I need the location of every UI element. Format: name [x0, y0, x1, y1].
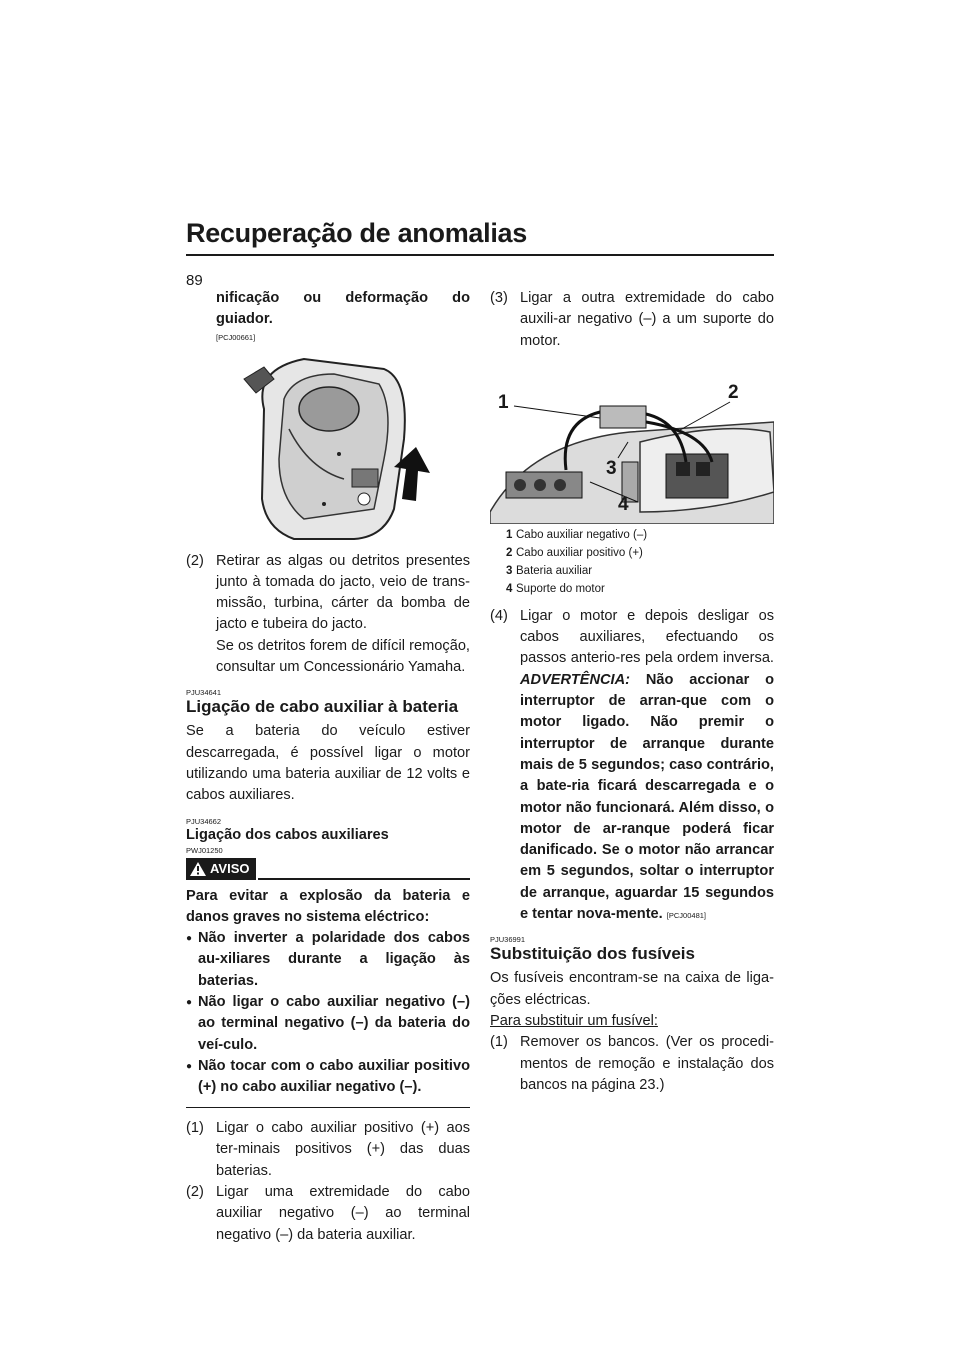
advertencia-text: Não accionar o interruptor de arran-que com o motor ligado. Não premir o interruptor de arranque durante mais de 5 segundos; caso contrário, a bate-ria ficará descarregada e o motor não funcionará. Além disso, o motor de ar-ranque poderá ficar danificado. Se o motor não arrancar em 5 segundos, soltar o interruptor de arranque, aguardar 15 segundos e tentar nova-mente. — [520, 671, 774, 923]
page-header-title: Recuperação de anomalias — [186, 218, 527, 248]
section-paragraph: Os fusíveis encontram-se na caixa de liga-ções eléctricas. — [490, 970, 774, 1008]
step-number: (2) — [186, 1183, 204, 1200]
step-2-clean — [186, 551, 470, 636]
figure-legend — [506, 526, 774, 598]
bullet-dot: ● — [186, 997, 193, 1009]
step-4-start-engine — [490, 606, 774, 925]
aviso-bullet — [186, 1056, 470, 1099]
aviso-end-rule — [186, 1107, 470, 1109]
subsection-code: PJU34662 — [186, 816, 222, 826]
legend-item: 4 Suporte do motor — [506, 582, 605, 595]
ref-code: [PCJ00661] — [216, 332, 256, 342]
step-text: Ligar o motor e depois desligar os cabos auxiliares, efectuando os passos anterio-res pela ordem inversa. ADVERTÊNCIA: Não accionar o interruptor de arran-que com o motor ligado. Não premir o interruptor de arranque durante mais de 5 segundos; caso contrário, a bate-ria ficará descarregada e o motor não funcionará. Além disso, o motor de ar-ranque poderá ficar danificado. Se o motor não arrancar em 5 segundos, soltar o interruptor de arranque, aguardar 15 segundos e tentar nova-mente. [PCJ00481] — [520, 607, 774, 923]
step-number: (3) — [490, 290, 508, 306]
section-code: PJU36991 — [490, 935, 526, 945]
section-title-jump-start: Ligação de cabo auxiliar à bateria — [186, 697, 459, 717]
step-number: (1) — [490, 1034, 508, 1051]
aviso-bullet — [186, 928, 470, 992]
step-3-engine-mount — [490, 288, 774, 352]
step-text: Remover os bancos. (Ver os procedi-mentos de remoção e instalação dos bancos na página 23.) — [520, 1034, 774, 1093]
warning-triangle-icon — [190, 862, 206, 876]
advertencia-label: ADVERTÊNCIA: — [520, 671, 631, 688]
aviso-body — [186, 886, 470, 1099]
bullet-dot: ● — [186, 933, 193, 945]
section-title-fuses: Substituição dos fusíveis — [490, 944, 695, 964]
step-text: Ligar a outra extremidade do cabo auxili-ar negativo (–) a um suporte do motor. — [520, 290, 774, 349]
step-1-positive — [186, 1118, 470, 1182]
aviso-bullet — [186, 992, 470, 1056]
jet-intake-illustration — [234, 349, 434, 541]
jump-cable-figure — [490, 362, 774, 524]
step-number: (2) — [186, 552, 204, 569]
step-number: (4) — [490, 607, 508, 624]
step-text: Retirar as algas ou detritos presentes junto à tomada do jacto, veio de trans-missão, turbina, cárter da bomba de jacto e tubeira do jacto. — [216, 552, 470, 633]
step-2-extra-text: Se os detritos forem de difícil remoção, consultar um Concessionário Yamaha. — [216, 637, 470, 676]
right-column — [490, 288, 774, 1096]
section-paragraph: Se a bateria do veículo estiver descarregada, é possível ligar o motor utilizando uma bateria auxiliar de 12 volts e cabos auxiliares. — [186, 723, 470, 804]
figure-label-1: 1 — [498, 391, 509, 413]
step-text: Ligar uma extremidade do cabo auxiliar negativo (–) ao terminal negativo (–) da bateria auxiliar. — [216, 1183, 470, 1243]
subsection-title-cables: Ligação dos cabos auxiliares — [186, 826, 389, 843]
figure-label-2: 2 — [728, 381, 739, 403]
figure-label-3: 3 — [606, 457, 617, 479]
header-rule — [186, 254, 774, 256]
aviso-header — [186, 858, 470, 880]
figure-label-4: 4 — [618, 493, 629, 515]
ref-code: [PCJ00481] — [666, 911, 706, 921]
aviso-badge — [186, 858, 256, 880]
page-number: 89 — [186, 272, 203, 289]
bullet-text: Não inverter a polaridade dos cabos au-xiliares durante a ligação às baterias. — [198, 930, 470, 989]
bullet-text: Não ligar o cabo auxiliar negativo (–) ao terminal negativo (–) da bateria do veí-culo. — [198, 994, 470, 1053]
left-column — [186, 288, 470, 1246]
legend-item: 1 Cabo auxiliar negativo (–) — [506, 528, 648, 541]
underline-heading: Para substituir um fusível: — [490, 1012, 658, 1029]
warning-code: PWJ01250 — [186, 845, 223, 855]
step-2-negative — [186, 1182, 470, 1246]
step-number: (1) — [186, 1120, 204, 1137]
step-text: Ligar o cabo auxiliar positivo (+) aos ter-minais positivos (+) das duas baterias. — [216, 1120, 470, 1179]
aviso-label: AVISO — [210, 860, 250, 876]
aviso-intro: Para evitar a explosão da bateria e danos graves no sistema eléctrico: — [186, 887, 470, 925]
aviso-rule — [258, 878, 471, 880]
bullet-dot: ● — [186, 1060, 193, 1072]
jet-intake-figure — [234, 349, 434, 541]
step-1-remove-seats — [490, 1032, 774, 1096]
section-code: PJU34641 — [186, 688, 222, 698]
legend-item: 3 Bateria auxiliar — [506, 564, 593, 577]
continued-warning-text: nificação ou deformação do guiador. — [216, 290, 470, 328]
bullet-text: Não tocar com o cabo auxiliar positivo (+) no cabo auxiliar negativo (–). — [198, 1057, 470, 1096]
legend-item: 2 Cabo auxiliar positivo (+) — [506, 546, 643, 559]
